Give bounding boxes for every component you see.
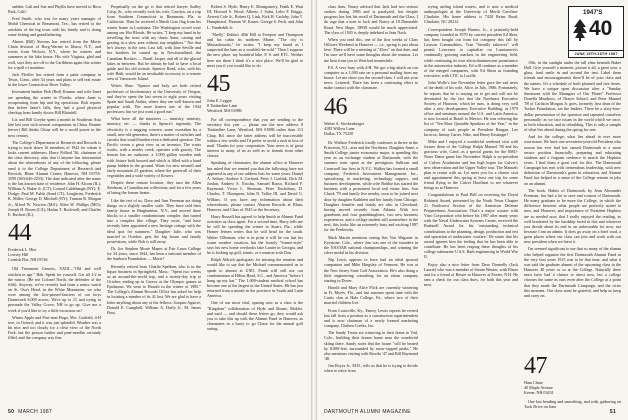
paragraph: Jim Boyes Jr., M.D., tells us that he is trying to decide when to retire from	[324, 363, 418, 374]
paragraph: For all correspondence that you are sending to the secretary this year — please use the new address 8 Timberline Lane, Westford, MA 01886 rather than 113 Chap. Rd. since the latter address will be inaccessible within a few weeks and I'd prefer to avoid a rush in loss of mail. Thanks for your cooperation. Your news is of great interest to many of us as well as to friends from other classes.	[207, 117, 303, 159]
logo-year: 1947'S	[583, 9, 603, 16]
paragraph: Like the rest of us, Dave and Ann Freeman are doing things on a slightly smaller scale. They have sold their family house in Binghamton, N.Y., and moved three blocks to a smaller condominium complex that turned into a complex like village. They write, "and have recently been appointed a new heritage cottage with the ideal spot for summers." Daughter Julie, who was married in October, gets the big house and family possessions, while Bob is still away.	[107, 197, 201, 244]
paragraph: Recently retired from Charlie Spelbun, who is in the liquor business in Springfield, Mass.: "Spent two weeks as an around-the-world trip, and a twenty-day trip to October, ending up in Greece at the Olympic games at Epidaurus. We went to Hawaii in the winter of 1985." The College's Alumni Records Office has asked for help in locating a number of its 41 lost. We are glad to have a letter anything about any of the fellows: Joaquin Aguirre, Donald E. Campbell, William A. Duffy Jr., M. James Finn,	[107, 263, 201, 315]
paragraph: Harry Russell has agreed to help Smith in Alumni Fund activities as class agent. For a second time, Harry tells me he will be spending the winter in Stuart, Fla., while Homer Jensen writes that he will head for the south. Walter Ollerman, who is in print it will be our last his warm weather vacation, but the loosely "Sunset-style" says his new home overlooks lake Lanier in Georgia, and he is looking up golf, tennis, or a reunion with Don.	[207, 213, 303, 256]
right-page-footer	[324, 409, 411, 415]
address-line: 8 Timberline Lane	[207, 102, 238, 108]
magazine-title: DARTMOUTH ALUMNI MAGAZINE	[324, 409, 411, 415]
paragraph: class dues, Nancy advised that Jack had two serious strokes during 1986 and is paralyzed, but despite progress has lost his recall of Dartmouth and the Class. I do urge that a note to Jack and Nancy at 18 Dunstable Road, New Hope, 18938 would be much appreciated. The class of 1945 is deeply indebted to Jean Nash.	[324, 4, 418, 35]
paragraph: Almon (Bill) Stevens has retired from the Morse Chain division of Borg-Warner in Ithaca, N.Y., and writes from Wolcott, N.Y., where he winters and summers at his lake house. His wife Virginia, glad and well, says they are off to the Caribbean again this winter for a spell of sunshine.	[8, 38, 101, 70]
address-line: 4185 Willow Lane	[324, 125, 355, 131]
paragraph: Liz and Bill Greyke spent a month in Southeast Asia late last year with several companions in China. Bonnie (never) Bill thinks China will be a world power in the next century.	[8, 117, 101, 138]
left-column-1	[8, 4, 101, 343]
address-line: Frederick L. Hier	[8, 247, 37, 253]
paragraph: Congratulations to Paul Bell on receiving the Doyal Robinett Award, presented by the North Texas Chapter 21 Northwest Section of the American Defense Preparedness Association. That's a major scouter with Vitro Corporation who before his 1987 after many years with the Naval Underwater Systems Center, received the Bushnell Award for his 'outstanding technical contributions to the planning, design, production and test and operation of underwater warfare.' He states that his award ignores him the feeling that he has been able to contribute. He has been reaping these thoughts of his college submarine U.S.S. Barb engineering in World War II.	[424, 192, 518, 260]
address-line: John E. Leggat	[207, 97, 232, 103]
paragraph: Robert S. Hyde, Henry E. Montgomery, Frank E. Watt III, Howard S. Wood, Alberto J. Salas, Lelio F. Briggs, Averett Cole Jr., Robert Q. Link, Kirk H. Carloby, John T. Humphrard, Thomas W. Kaiser, George S. Peck, and John L. Vanderbilt Jr.	[207, 4, 303, 30]
column-text	[8, 266, 101, 340]
class-year-number: 45	[207, 70, 230, 97]
class-correspondent	[324, 121, 418, 136]
paragraph: From Louisville, Ky., Emery Lewis reports he retired last fall from a position as a construction superintendent and is now chairman of a newly formed marketing company, Chelsea Creeks, Inc.	[324, 307, 418, 329]
paragraph: John Wolfe's late November letter gave the sad news of the death of his wife, Alice, in July, 1986. Fortunately, he reports that he is staying on to get and will not be devastated by the fact that the Northeast Executive Society of Houston, which he runs, is doing very well after a new development; Executive Building, at 1979 office and seminars around the U.S. and Latin America, is now located at Brazil to Mexico. He was referring the list of "Ten Most Quotable Speakers of the Year," in the company of such people as President Reagan, Lee Iacocca, Jimmy Carter, Nike, and Henry Kissinger!	[424, 80, 518, 137]
paragraph: 15th, in the sunlight under the tall elms beneath Baker Hall. Give yourself a moment, picture it all, a great year, a glass, fond smile in and around the tent. Label them friends and encouragements there'll be of your class and the names. It's a schedule of both planned and free times. We have a unique open discussion after a "Sunday Summons with the Managers of Our Planet" Professor Donella Meadows, of Thayer School, and Peter Manuel '59 of Carlston Morgan Jr. goes, formerly first dean of the Tucker Foundation, are the leaders. There be a sixty-four-dollar presentation of the question and repeated ourselves personally: as we face issues in the world which we once, in both education, and in rebuilding. This is only a sample of what lies ahead during the spring for one.	[524, 60, 621, 133]
paragraph: trying sailing island waters, and is now a medical anthropologist at the University of Morth Carolina-Charlotte. His home address is 7420 Reins Road, Charlotte, NC 28212.	[424, 4, 518, 25]
paragraph: What have all the ministers — ministry, ministry, ministry, etc. — thanks to Spence's ingenuity. The electricity is a nagging concern, some overtaken by a small, new-old generator, there's a matter of switches and circuits that would burden even a dedicated operator. The Pacific ocean a great view as an inventor. The water works, with a nearby creek, operates with gravity. The houses has an outhouse; a 3,000 gallon wooden tank with fixture both housed and which is filled with a hand pump hidden in the ground. Water for new sawmill and fairly mountain 25 gardens, where the green-all of their vegetables and a wide variety of flowers.	[107, 116, 202, 178]
page-number: 51	[609, 409, 616, 415]
paragraph: Perpetually on the go is that retired lawyer Sadley Crisp, Sr., who recently took his wife, Carolyn, on a trip from Southern Connecticut to Beaumont, Fla. to California. Then he received a Mardi Gras flag from his winter home in Louisiana. The Washington crowd were among our Hot Bloods. He writes, "I keep my hand in by travelling the trout with my chum Anne, casting and grazing in a slow area without any neighbors." Not that he's always in the area. Last fall, with Jane Seville and her brothers he turned up in Newfoundland, the Canadian Rockies — Banff, Jasper, and all of the glacial lakes in between. But he admits he had to have a local guide and his old roomie, Spencer Read, who, with his wife Beth, would be an invaluable accessory to a remote area of Vancouver Island.	[107, 4, 201, 82]
address-line: Dallas, TX 75230	[324, 130, 354, 136]
paragraph: I'm seemed significant to me that so many of the alumni who helped organize the first Dartmouth Alumni Fund in the very first years 1915 was to be that time, and what it was said the graduate alumni of the upcoming class in the Hanover 40 years or so at the College. Naturally there must have had a chance to attest now, but a college chooses the same as ours even after the College at a point that they made the Dartmouth Campaign, and the cities this moment. Our class must be grateful, and help us keep and carry on.	[524, 246, 621, 298]
paragraph: One last bending and smoothing, and with, gathering on Tuck Drive on June	[524, 399, 621, 410]
paragraph: sadden. Cali and Sue and Phyllis have moved to Boca Park, Calif.	[8, 4, 101, 15]
column-text	[207, 4, 303, 68]
paragraph: Harold and Mary Alice Flick are currently wintering in Ft. Myers, Fla., and last summer spent time with the Curtis clan at Hale College, Pa., where two of their married children live.	[324, 285, 418, 306]
class-47-block	[524, 350, 621, 410]
right-page-footer-number	[610, 409, 620, 415]
paragraph: "Shelly" Dubin's 40th Hill at Freeport and Thompson and his cabin its northern Maine. "The city is Massachusetts," he writes. "I keep my brand as I suspected the ham as a wouldn't-be-sold." Then I suppose the new place, my beautiful lake, P. S. and ETC. Neither here nor there I think it's a nice place. We'll be glad to meet you if you would like to do.	[207, 31, 303, 68]
paragraph: Dr. Wallace Frederick fondly confesses to thrive in the Princeton, N.J., area and the Northeast. Daughter Anne, a Smith College junior economics major, is spending this year as an exchange student at Dartmouth, with the summer term spent at the prestigious Sullivan and Cromwell law firm in N.Y.C. Walker has formed a small company, Frederick Investment Management, Inc., specializing in marketing, technology support, and business development, while wife Bobbie has started the business with a prominent local real estate firm. Son Chuck '79 and family live nearby, soon to be joined next door by daughter Kathleen and her family from Chicago. Daughter Jennifer and family are also in Cleveland, having moved recently from Atlanta. With two grandsons and four granddaughters, two new business experiences, and a college student still somewhere in the nest, this looks like an extremely busy and exciting 1987 for the Fredericks.	[324, 139, 418, 233]
paragraph: Ralph Aldrich apologizes for missing the reunion and would like to say that the Michael commemorated us to speak to alumni at UNO. Frank will still use our condominium at Hilton Head, S.C., and America "before I hang up my hat." The 1,000-student medical school has become one of the largest in the United States. He has just returned from a month in the province in South and Latin America.	[207, 257, 303, 299]
class-year-number: 46	[324, 93, 347, 120]
right-column-2	[424, 4, 518, 289]
column-text	[107, 4, 201, 315]
address-line: Ham Chase	[524, 380, 543, 385]
paragraph: Fred Smith, who was for many years manager of Mobil Chemical in Beaumont, Tex., has retired to the outskirts of the big town with his family and is doing some fishing and grandfathering.	[8, 16, 101, 37]
paragraph: The book, Habits of Dartmouth, by Jean Alexander Freeman, has had a lot to save and women of Dartmouth. He many graduate to be more the College, in which the difference between what people are perfectly suited to now, and Hanover, and importance of President Hopkins are so needed now, that I really enjoyed the reading, as well bracketed by the hardship faced in this and whatever you decide about its end in an unfavorable for now, not because I am an admin. It does go away on a brief road, a great places where our class can join and work with our new president when we leave it.	[524, 187, 621, 245]
class-correspondent	[207, 98, 303, 113]
paragraph: Jack Pfeiffer has retired from a paint company in Texas, Conn., after 34 years and plans to sell real estate in the lower Connecticut River Valley.	[8, 71, 101, 88]
address-line: Westford, MA 01886	[207, 108, 242, 114]
right-column-1	[324, 4, 418, 376]
class-correspondent	[524, 380, 621, 395]
paragraph: P.S. A very busy with 4-H. We got a big attack on our computer so a 1,000 rate on a personal mailing from my house. Let me show you the second-class. I will use your news. Lettered: There has been a continuing effort to make contact with the classmate.	[324, 64, 418, 91]
column-text	[524, 60, 621, 298]
issue-date: MARCH 1987	[18, 409, 53, 415]
left-column-3	[207, 4, 303, 333]
class-year-number: 44	[8, 220, 31, 247]
address-line: Lowsey Hill	[8, 252, 29, 258]
paragraph: Mark Martin mentions seeing Jim Von Wagoner in Keystone, Colo., where Jim was one of the founders in the NASTAR national championships, and winning the silver medal in his division.	[324, 234, 418, 256]
paragraph: Nip Lewis appears to have had an ideal spousal companion and Mike Hingsley of Vermont. He was at the New Jersey State Golf Association. He's also doing a little engineering consulting for an alarm company starting in Dover.	[324, 257, 418, 283]
logo-number: 40	[589, 17, 613, 40]
left-column-2	[107, 4, 201, 317]
paragraph: And for the college, what lies ahead in ever more worrisome. We have one seventeen-year-old President who reason has ever had has caused Dartmouth to a more secure position financially, preparing and educating students and a fragrant credence to match the Hopkins years. I find them a great real for this. The Dartmouth Campaign has met with tremendous leadership, with new definition of Dartmouth's gains in education, and Alumni Fund has helped in a sense of the College remain in jobs on an alumni.	[524, 134, 621, 186]
paragraph: Dr. Joe Stephen Morie Mapes at Fair Lawn College for 34 years, since 1944, has been a national member of the Sanborn Foundation — Morie?	[107, 246, 201, 262]
paragraph: Writes Shae: "Spence and Judy are both retired professors of biochemistry at the University of Oregon, and they've spent the last seven to eight years visiting Spain and Saudi Arabia, where they are well-known and popular with. The more honest one of the 1944 professors; but we just want a good run."	[107, 83, 201, 115]
address-line: Keene, NH 03431	[524, 390, 554, 396]
paragraph: Winter Apple and Post-neat Hugo, Mrs. Garfield, 4-H tree, in Oxford; and it was just splendid. Weather was a bit nice and too cloudy for a clear view of the North Fork, but the person further and pine-needles certainly filled, and the company was fine.	[8, 314, 101, 341]
right-page	[317, 0, 628, 420]
class-year-number: 47	[524, 353, 547, 379]
paragraph: Old Testament Genesis, XXIII—"Old and well stricken in age." Hah. Speak for yourself. Get all 1-2 in the mirror. (Be not Colonel North, the defender of the fifth). Anyway, we've recently had from a senior watch on St. Osa's Head, in the White Mountains, we who were among the first-passed-fanciers of our boys Dartmouth 6,000 across. We're up to 21 and trying to persuade the Valley Grove, NH to go up. Give me a week if you'd like to try a little excursion on!	[8, 266, 101, 313]
paragraph: Despite these remote location, they turn the Allen Steelman, a Canadian ant collections, and for a few years of being the former heater.	[107, 180, 201, 196]
paragraph: One of our most vital, sparing now as a class is the "Kingdom" collaboration of Hyde and Sloane, Mokler, and mail — and should these letters go, they would ask you to take this up with the Alumni Fund in Hanover, as classmates in a hurry to go Chase for the annual golf outing.	[207, 300, 303, 332]
address-line: 40 Maple Avenue	[524, 385, 553, 391]
paragraph: Speaking of classmates, the alumni office at Hanover has asked that we remind you that the following have not appeared in any of our address lists for some years: Daniel A. Seltzer, Andrew S. Gerhard, Peter J. Garfink, Dick M. Jordan, Andrew S. Nicolas, Samuel Russo, Richard F. Raymond, Victor L. Sherman, Peter Tewksbury, D. Charles, T. Thompson, John N. Talley III, and David G. Wilkins. If you have any information about their whereabouts, please contact Alumni Records at Blunt, Hanover, and Class of 1945 or the Secretary.	[207, 160, 303, 212]
left-page-footer	[8, 409, 52, 415]
column-text	[324, 140, 418, 374]
pine-tree-icon	[572, 19, 588, 41]
logo-date-band: JUNE 15TH-18TH 1987	[569, 50, 623, 57]
right-column-3	[524, 60, 621, 300]
paragraph: When you read this, one of the first weeks of Class Officers Weekend in Hanover — i.e., spring is just about here. There will be a meeting of "45ers" on that date, and I'm sure we'll have some thoughts about the reunion. Let me hear from you in Westford meanwhile.	[324, 36, 418, 63]
page-number: 50	[8, 409, 15, 415]
column-text	[324, 4, 418, 91]
address-line: Walter A. Stockenberger	[324, 120, 365, 126]
column-text	[8, 4, 101, 217]
paragraph: Enjoy also a nice letter from Dave Donnelly (Jack Laurie) who was a member of Steam Wouter, with Elmer and for a friend of Bessie in Hanover at Exeter, N.H. He sent a check for our class dues, for both this year and next.	[424, 261, 518, 288]
reunion-logo	[568, 6, 624, 58]
column-text	[424, 4, 518, 287]
paragraph: Mike and I enjoyed a wonderful weekend visit with former dean of the College Ralph Manuel '58 and his gracious wife, Carol, as a special guests for the SMU-Notre Dame game last November. Ralph is no-president of Culver Academies and has high hopes for Culver's new observation and the Upper Valley tour. The Manuels plan to return with us. Let meet you for a chance visit and appointment this spring at least one trip for some friend flying to the Culver Hoofbeat to see whatever brings us to Hanover.	[424, 138, 518, 191]
paragraph: Correspondent Joseph Barnes, Jr., a primarily-held company founded in 1979 by current president Ed Shea, has been bought out from his company this fall by Lawson Commodities. Tom "literally takeover" will permit Lawrence to capitalize on Lumionorio's continually growing markets in the engineering field, while continuing its own electroluminescent prominence in the automotive industry. Ed will continue as a member of the merged companies, with Ed Sheat as founding executive, with LTIC to Lucille.	[424, 26, 518, 79]
paragraph: The College's Department of Research and Records is trying to track down 16 members of 1942 for whom it lacks current addresses. Harry Pollard '36, chairman of the class directory, asks that if anyone has information about the whereabouts of any of the following, please send it to the College Department of Research and Records, Blunt Alumni Center, Hanover, NH 03755-3590 (603-646-2253). The date indicated after the name is the last known state of residence: John H. Alcorn (IL); William A. Baker Jr. (CT); Conrad Cablebaugh (NY); E. Dodge; Paul M. Fulda (Send CT); Lougbrim; Frederick K. Miller; George D. Mitchell (NY); Truman R. Morgan Jr.; Alfred W. Newton (MA); Allen W. Phillips (MO); Joseph H. Rosen (CA); Harlan T. Rockwell; and Charles E. Ruckert (IL).	[8, 139, 101, 217]
paragraph: Investment banker Bob (Red) Krumm and wife Janet are spending the winter in Florida, where Janet is recuperating from hip and leg operations. Bob reports that before Janet's falls, they had a good physical checkup from family doctor Bill Blaisdell.	[8, 89, 101, 115]
class-correspondent	[8, 247, 101, 262]
address-line: Cornish Flat, NH 03746	[8, 257, 48, 263]
paragraph: The Sandy Treats are wintering in their home in Vail, Colo., building their dream home near the wonderful skiing there. Sandy notes that the house "will be heated by 8,000-feet, surrounded by snow-capped peaks." He also mentions visiting with Brooks '47 and Bill Raymond '48.	[324, 330, 418, 362]
left-page	[0, 0, 311, 420]
column-text	[207, 117, 303, 331]
